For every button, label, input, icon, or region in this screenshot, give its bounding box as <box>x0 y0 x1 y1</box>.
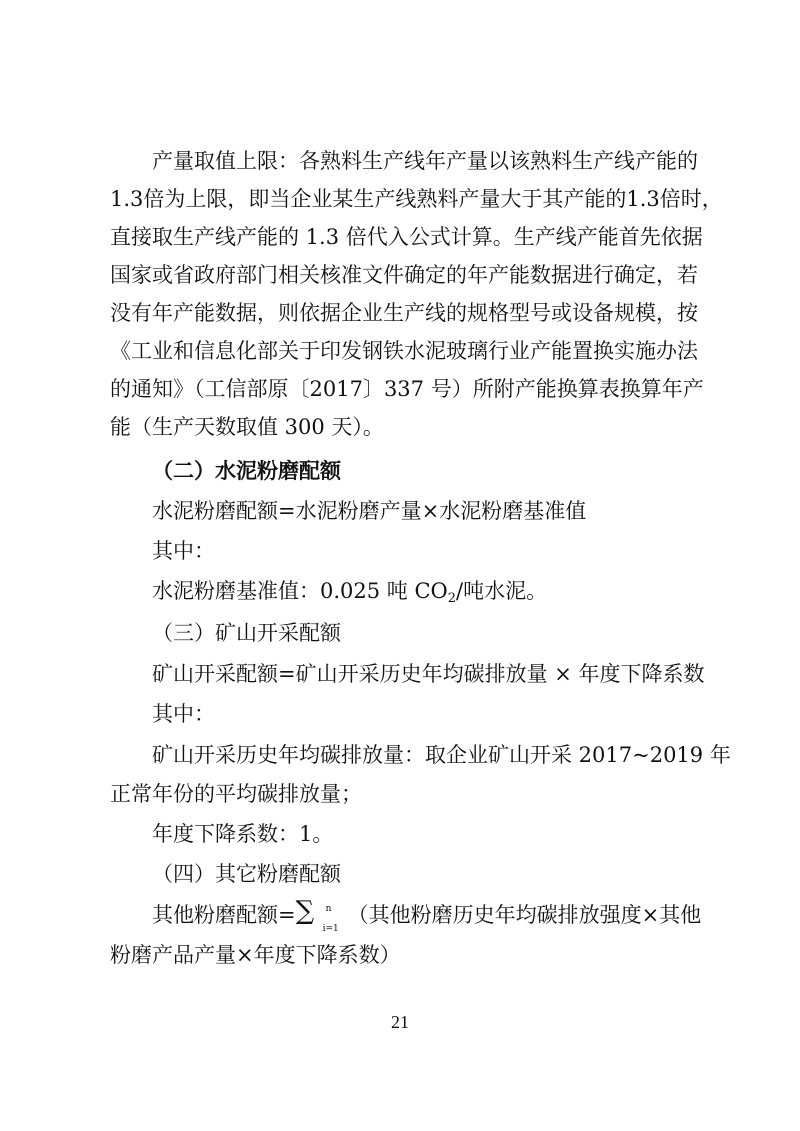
paragraph-line: 直接取生产线产能的 1.3 倍代入公式计算。生产线产能首先依据 <box>110 225 703 249</box>
section-heading: （四）其它粉磨配额 <box>152 862 341 886</box>
paragraph-line: 能（生产天数取值 300 天）。 <box>110 415 384 439</box>
where-label: 其中： <box>152 702 215 726</box>
where-label: 其中： <box>152 539 215 563</box>
formula-line: 矿山开采配额=矿山开采历史年均碳排放量 × 年度下降系数 <box>152 662 705 686</box>
section-heading: （二）水泥粉磨配额 <box>152 459 341 483</box>
paragraph-line: 的通知》（工信部原〔2017〕337 号）所附产能换算表换算年产 <box>110 377 704 401</box>
base-value-text: 水泥粉磨基准值：0.025 吨 CO <box>152 579 448 603</box>
definition-line: 矿山开采历史年均碳排放量：取企业矿山开采 2017~2019 年 <box>152 743 731 767</box>
paragraph-line: 1.3倍为上限，即当企业某生产线熟料产量大于其产能的1.3倍时， <box>110 187 723 211</box>
formula-lead: 其他粉磨配额= <box>152 903 296 927</box>
formula-line: 水泥粉磨配额=水泥粉磨产量×水泥粉磨基准值 <box>152 499 587 523</box>
base-value-unit: /吨水泥。 <box>456 579 548 603</box>
definition-line: 年度下降系数：1。 <box>152 822 334 846</box>
paragraph-line: 没有年产能数据，则依据企业生产线的规格型号或设备规模，按 <box>110 301 698 325</box>
section-heading: （三）矿山开采配额 <box>152 621 341 645</box>
formula-line <box>152 896 702 934</box>
subscript-2: 2 <box>447 591 457 606</box>
paragraph-line: 《工业和信息化部关于印发钢铁水泥玻璃行业产能置换实施办法 <box>110 339 698 363</box>
base-value-line <box>152 576 547 606</box>
paragraph-line: 国家或省政府部门相关核准文件确定的年产能数据进行确定，若 <box>110 263 698 287</box>
summation-symbol <box>295 896 348 934</box>
formula-body: （其他粉磨历史年均碳排放强度×其他 <box>347 903 702 927</box>
formula-line: 粉磨产品产量×年度下降系数） <box>110 943 401 967</box>
sigma-upper-limit: n <box>325 904 332 914</box>
sigma-lower-limit: i=1 <box>322 924 339 934</box>
definition-line: 正常年份的平均碳排放量； <box>110 782 362 806</box>
sigma-glyph: ∑ <box>295 896 315 926</box>
paragraph-line: 产量取值上限：各熟料生产线年产量以该熟料生产线产能的 <box>152 149 698 173</box>
page-number: 21 <box>391 1012 409 1032</box>
